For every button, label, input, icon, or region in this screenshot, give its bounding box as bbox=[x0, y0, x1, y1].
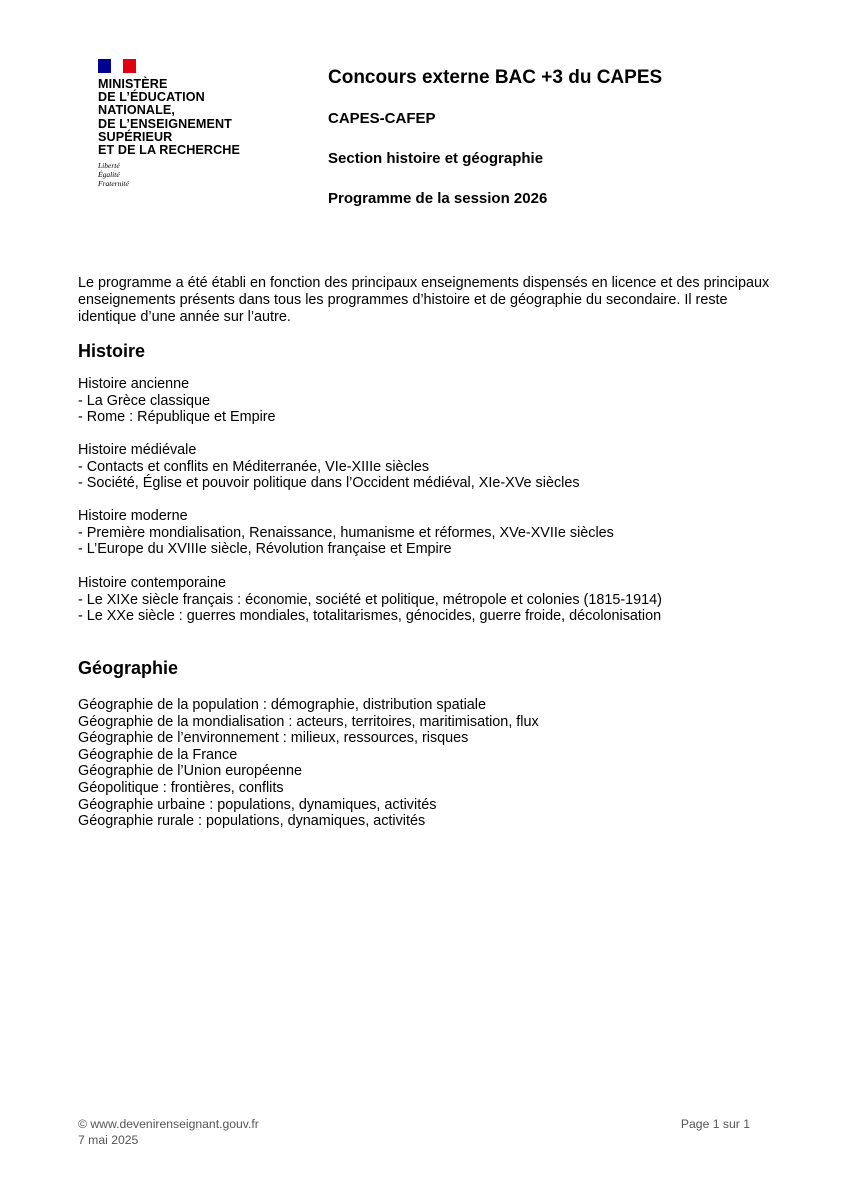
list-item: Géopolitique : frontières, conflits bbox=[78, 779, 284, 796]
histoire-medievale-group bbox=[78, 442, 580, 492]
ministry-line: SUPÉRIEUR bbox=[98, 129, 173, 144]
motto-line: Liberté bbox=[98, 161, 120, 171]
histoire-heading: Histoire bbox=[78, 341, 146, 361]
republic-motto bbox=[98, 162, 268, 188]
group-heading: Histoire moderne bbox=[78, 508, 188, 524]
intro-paragraph bbox=[78, 275, 778, 326]
motto-line: Fraternité bbox=[98, 178, 129, 188]
flag-red-stripe bbox=[123, 59, 136, 73]
ministry-logo bbox=[98, 59, 268, 189]
motto-line: Égalité bbox=[98, 170, 120, 180]
list-item: Géographie de la mondialisation : acteurs, territoires, maritimisation, flux bbox=[78, 713, 539, 730]
document-subtitle-session: Programme de la session 2026 bbox=[328, 190, 548, 207]
page-number: Page 1 sur 1 bbox=[680, 1117, 750, 1131]
list-item: - Le XXe siècle : guerres mondiales, totalitarismes, génocides, guerre froide, décolonisation bbox=[78, 608, 662, 625]
geographie-list bbox=[78, 697, 539, 830]
ministry-line: ET DE LA RECHERCHE bbox=[98, 143, 240, 158]
list-item: Géographie de l’Union européenne bbox=[78, 763, 303, 780]
geographie-heading: Géographie bbox=[78, 658, 179, 678]
list-item: - Le XIXe siècle français : économie, société et politique, métropole et colonies (1815-1914) bbox=[78, 591, 662, 608]
list-item: Géographie urbaine : populations, dynamiques, activités bbox=[78, 796, 437, 813]
flag-blue-stripe bbox=[98, 59, 111, 73]
footer-date: 7 mai 2025 bbox=[78, 1132, 139, 1147]
histoire-moderne-group bbox=[78, 508, 614, 558]
footer-left bbox=[78, 1117, 259, 1148]
group-heading: Histoire médiévale bbox=[78, 442, 197, 458]
list-item: Géographie de l’environnement : milieux, ressources, risques bbox=[78, 730, 469, 747]
list-item: Géographie rurale : populations, dynamiques, activités bbox=[78, 813, 426, 830]
document-subtitle-cafep: CAPES-CAFEP bbox=[328, 110, 436, 127]
group-heading: Histoire contemporaine bbox=[78, 575, 226, 591]
document-subtitle-section: Section histoire et géographie bbox=[328, 150, 544, 167]
histoire-ancienne-group bbox=[78, 376, 276, 426]
ministry-line: MINISTÈRE bbox=[98, 77, 168, 91]
intro-line: enseignements présents dans tous les programmes d’histoire et de géographie du secondaire. Il reste bbox=[78, 292, 728, 308]
ministry-line: NATIONALE, bbox=[98, 103, 176, 118]
group-heading: Histoire ancienne bbox=[78, 376, 190, 392]
footer-site: © www.devenirenseignant.gouv.fr bbox=[78, 1117, 259, 1131]
ministry-line: DE L’ÉDUCATION bbox=[98, 90, 205, 105]
list-item: - Rome : République et Empire bbox=[78, 409, 276, 426]
list-item: - Contacts et conflits en Méditerranée, VIe-XIIIe siècles bbox=[78, 458, 430, 475]
list-item: Géographie de la population : démographie, distribution spatiale bbox=[78, 697, 487, 713]
histoire-contemporaine-group bbox=[78, 575, 662, 625]
flag-white-stripe bbox=[111, 59, 124, 73]
marianne-flag-icon bbox=[98, 59, 136, 73]
intro-line: Le programme a été établi en fonction des principaux enseignements dispensés en licence et des principaux bbox=[78, 275, 770, 291]
document-title: Concours externe BAC +3 du CAPES bbox=[328, 67, 663, 88]
list-item: - Première mondialisation, Renaissance, humanisme et réformes, XVe-XVIIe siècles bbox=[78, 524, 614, 541]
list-item: - L’Europe du XVIIIe siècle, Révolution française et Empire bbox=[78, 541, 452, 558]
intro-line: identique d’une année sur l’autre. bbox=[78, 309, 291, 325]
ministry-line: DE L’ENSEIGNEMENT bbox=[98, 116, 232, 131]
list-item: Géographie de la France bbox=[78, 746, 238, 763]
list-item: - La Grèce classique bbox=[78, 392, 210, 409]
ministry-name bbox=[98, 78, 268, 157]
document-header bbox=[328, 66, 662, 208]
list-item: - Société, Église et pouvoir politique dans l’Occident médiéval, XIe-XVe siècles bbox=[78, 475, 580, 492]
